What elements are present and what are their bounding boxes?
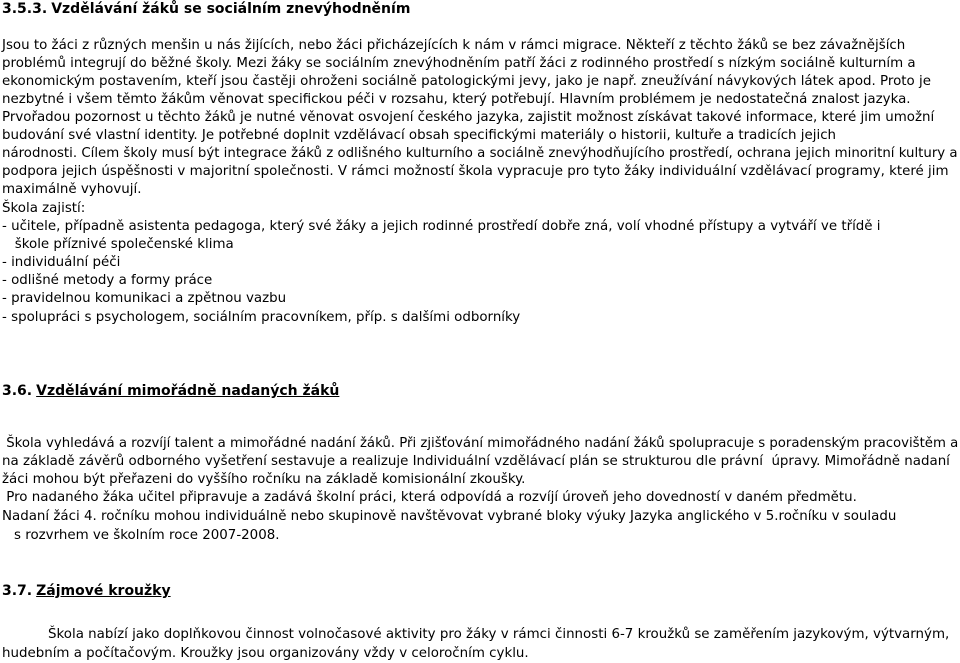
list-item: - individuální péči bbox=[2, 255, 121, 270]
list-item-continuation: škole příznivé společenské klima bbox=[2, 237, 234, 252]
section-number: 3.6. bbox=[2, 383, 33, 399]
paragraph-line: s rozvrhem ve školním roce 2007-2008. bbox=[14, 528, 280, 543]
paragraph-line: Prvořadou pozornost u těchto žáků je nutné věnovat osvojení českého jazyka, zajistit možnost získávat takové informace, které jim umožní bbox=[2, 110, 935, 125]
list-heading: Škola zajistí: bbox=[2, 201, 86, 216]
paragraph-line: národnosti. Cílem školy musí být integrace žáků z odlišného kulturního a sociálně znevýhodňujícího prostředí, ochrana jejich minoritní kultury a bbox=[2, 146, 958, 161]
paragraph-line: podpora jejich úspěšnosti v majoritní společnosti. V rámci možností škola vypracuje pro tyto žáky individuální vzdělávací programy, které jim bbox=[2, 164, 949, 179]
paragraph-line: ekonomickým postavením, kteří jsou častěji ohroženi sociálně patologickými jevy, jako je např. zneužívání návykových látek apod. Proto je bbox=[2, 74, 931, 89]
list-item: - pravidelnou komunikaci a zpětnou vazbu bbox=[2, 291, 287, 306]
paragraph-line: problémů integrují do běžné školy. Mezi žáky se sociálním znevýhodněním patří žáci z rodinného prostředí s nízkým sociálně kulturním a bbox=[2, 56, 916, 71]
list-item: - spolupráci s psychologem, sociálním pracovníkem, příp. s dalšími odborníky bbox=[2, 310, 521, 325]
list-item: - učitele, případně asistenta pedagoga, který své žáky a jejich rodinné prostředí dobře zná, volí vhodné přístupy a vytváří ve třídě i bbox=[2, 219, 881, 234]
section-title: Vzdělávání mimořádně nadaných žáků bbox=[36, 383, 340, 399]
section-heading bbox=[2, 382, 339, 400]
paragraph-line: Škola vyhledává a rozvíjí talent a mimořádné nadání žáků. Při zjišťování mimořádného nadání žáků spolupracuje s poradenským pracovištěm a bbox=[2, 436, 959, 451]
section-heading bbox=[2, 0, 410, 18]
paragraph-line: nezbytné i všem těmto žákům věnovat specifickou péči v rozsahu, který potřebují. Hlavním problémem je nedostatečná znalost jazyka. bbox=[2, 92, 911, 107]
section-title: Vzdělávání žáků se sociálním znevýhodněním bbox=[51, 1, 411, 17]
paragraph-line: hudebním a počítačovým. Kroužky jsou organizovány vždy v celoročním cyklu. bbox=[2, 646, 529, 661]
paragraph-line: Jsou to žáci z různých menšin u nás žijících, nebo žáci přicházejících k nám v rámci migrace. Někteří z těchto žáků se bez závažnějších bbox=[2, 38, 906, 53]
section-heading bbox=[2, 582, 171, 600]
section-title: Zájmové kroužky bbox=[36, 583, 171, 599]
list-item: - odlišné metody a formy práce bbox=[2, 273, 213, 288]
paragraph-line: Pro nadaného žáka učitel připravuje a zadává školní práci, která odpovídá a rozvíjí úroveň jeho dovedností v daném předmětu. bbox=[2, 490, 857, 505]
section-number: 3.7. bbox=[2, 583, 33, 599]
paragraph-line: Nadaní žáci 4. ročníku mohou individuálně nebo skupinově navštěvovat vybrané bloky výuky Jazyka anglického v 5.ročníku v souladu bbox=[2, 509, 897, 524]
paragraph-line: maximálně vyhovují. bbox=[2, 182, 142, 197]
section-number: 3.5.3. bbox=[2, 1, 48, 17]
paragraph-line: na základě závěrů odborného vyšetření sestavuje a realizuje Individuální vzdělávací plán se strukturou dle právní úpravy. Mimořádně nadaní bbox=[2, 454, 950, 469]
paragraph-line: žáci mohou být přeřazeni do vyššího ročníku na základě komisionální zkoušky. bbox=[2, 472, 526, 487]
paragraph-line: Škola nabízí jako doplňkovou činnost volnočasové aktivity pro žáky v rámci činnosti 6-7 kroužků se zaměřením jazykovým, výtvarným, bbox=[48, 627, 950, 642]
paragraph-line: budování své vlastní identity. Je potřebné doplnit vzdělávací obsah specifickými materiály o historii, kultuře a tradicích jejich bbox=[2, 128, 837, 143]
